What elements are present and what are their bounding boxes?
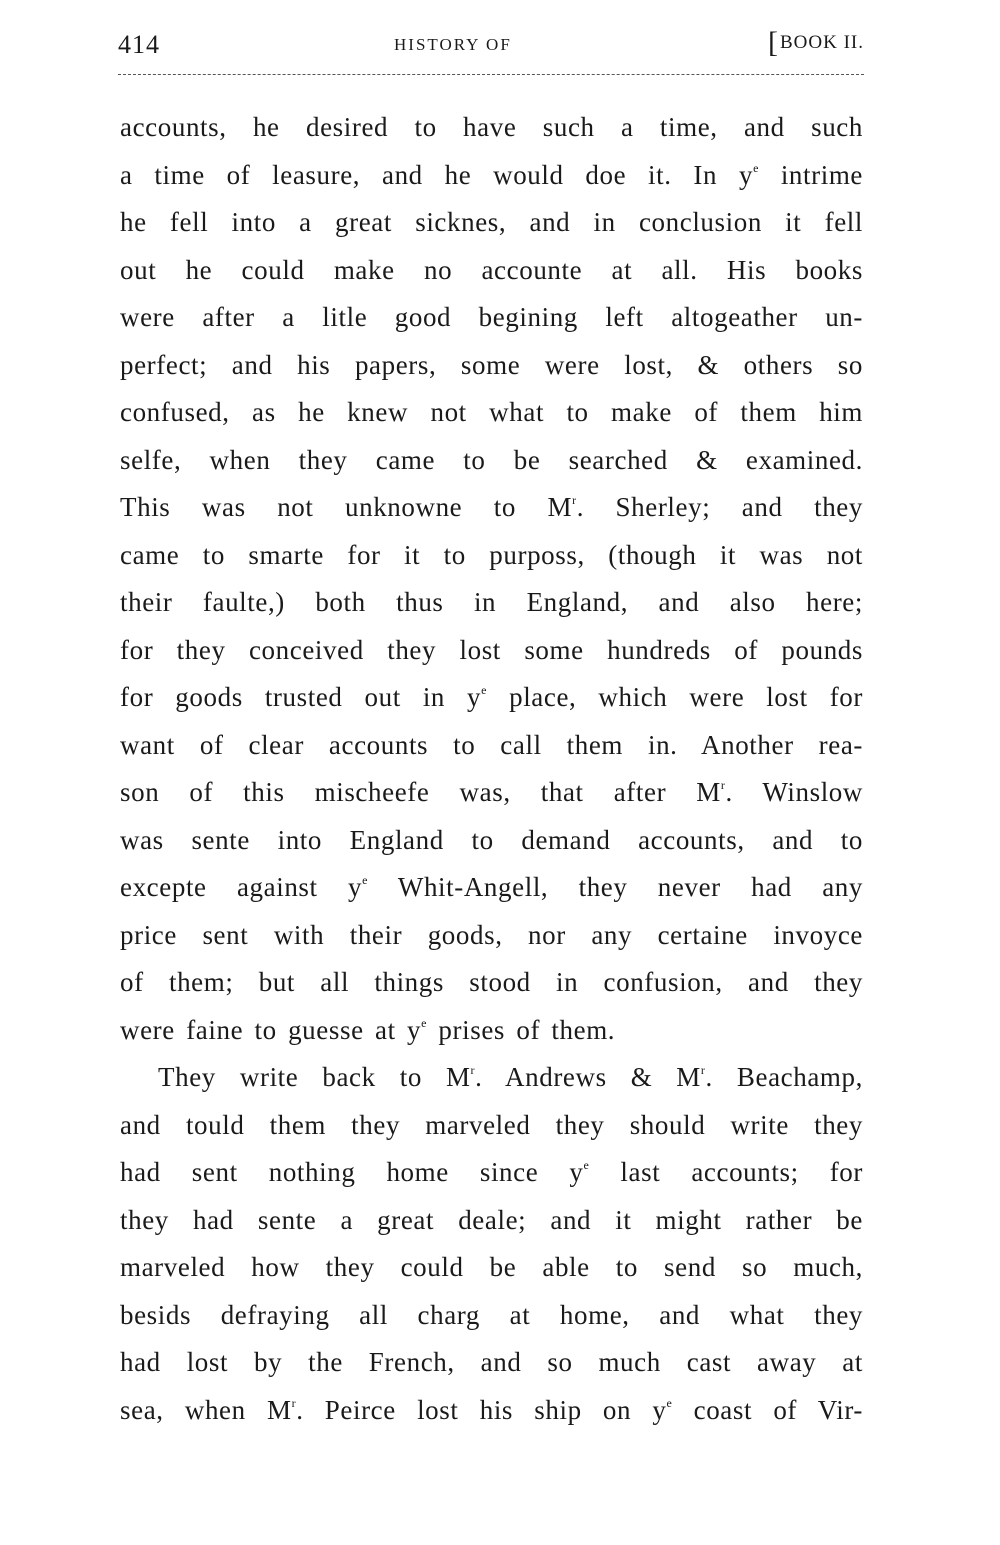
text-line: they had sente a great deale; and it might rather be <box>120 1204 863 1235</box>
text-line: their faulte,) both thus in England, and also here; <box>120 587 863 617</box>
text-line: besids defraying all charg at home, and what they <box>120 1299 863 1330</box>
superscript-letter: e <box>481 683 488 697</box>
text-line: were faine to guesse at $y^e$ prises of them. <box>120 1014 616 1045</box>
text-line: for goods trusted out in $y^e$ place, which were lost for <box>120 682 864 712</box>
book-label <box>768 26 864 59</box>
page-number: 414 <box>118 30 160 59</box>
text-line: had lost by the French, and so much cast away at <box>120 1347 863 1377</box>
superscript-letter: e <box>753 160 759 175</box>
text-line: excepte against $y^e$ Whit-Angell, they never had any <box>120 872 863 902</box>
paragraph-2 <box>120 1054 863 1434</box>
body-text <box>120 104 863 1434</box>
text-line: accounts, he desired to have such a time, and such <box>120 112 863 142</box>
text-line: marveled how they could be able to send so much, <box>120 1252 863 1282</box>
text-line: and tould them they marveled they should write they <box>120 1109 863 1140</box>
superscript-letter: r <box>720 778 726 792</box>
text-line: confused, as he knew not what to make of them him <box>120 397 863 427</box>
superscript-letter: e <box>666 1395 673 1410</box>
paragraph-1 <box>120 104 863 1054</box>
text-line: sea, when $M^r$. Peirce lost his ship on $y^e$ coast of Vir- <box>120 1394 863 1425</box>
text-line: was sente into England to demand accounts, and to <box>120 824 863 855</box>
running-title: HISTORY OF <box>394 35 512 54</box>
bracket-glyph: [ <box>768 26 779 59</box>
text-line: a time of leasure, and he would doe it. In $y^e$ intrime <box>120 159 864 190</box>
text-line: out he could make no accounte at all. His books <box>120 254 863 285</box>
superscript-letter: r <box>470 1063 476 1077</box>
superscript-letter: e <box>362 873 369 887</box>
superscript-letter: e <box>583 1158 590 1172</box>
page-header <box>118 26 864 64</box>
header-rule <box>118 74 864 75</box>
text-line: They write back to $M^r$. Andrews & $M^r$. Beachamp, <box>158 1062 863 1092</box>
text-line: were after a litle good begining left altogeather un- <box>120 302 863 332</box>
text-line: son of this mischeefe was, that after $M^r$. Winslow <box>120 777 863 807</box>
superscript-letter: r <box>291 1395 297 1410</box>
text-line: selfe, when they came to be searched & examined. <box>120 444 863 475</box>
text-line: had sent nothing home since $y^e$ last accounts; for <box>120 1157 863 1187</box>
superscript-letter: r <box>700 1063 706 1077</box>
text-line: came to smarte for it to purposs, (though it was not <box>120 539 863 570</box>
text-line: want of clear accounts to call them in. Another rea- <box>120 729 863 760</box>
text-line: This was not unknowne to $M^r$. Sherley; and they <box>120 492 863 522</box>
text-line: of them; but all things stood in confusion, and they <box>120 967 863 997</box>
text-line: for they conceived they lost some hundreds of pounds <box>120 634 863 665</box>
text-line: price sent with their goods, nor any certaine invoyce <box>120 919 863 950</box>
superscript-letter: e <box>421 1015 428 1030</box>
text-line: perfect; and his papers, some were lost, & others so <box>120 349 863 380</box>
text-line: he fell into a great sicknes, and in conclusion it fell <box>120 207 863 237</box>
book-label-text: BOOK II. <box>780 32 864 53</box>
superscript-letter: r <box>572 493 577 507</box>
